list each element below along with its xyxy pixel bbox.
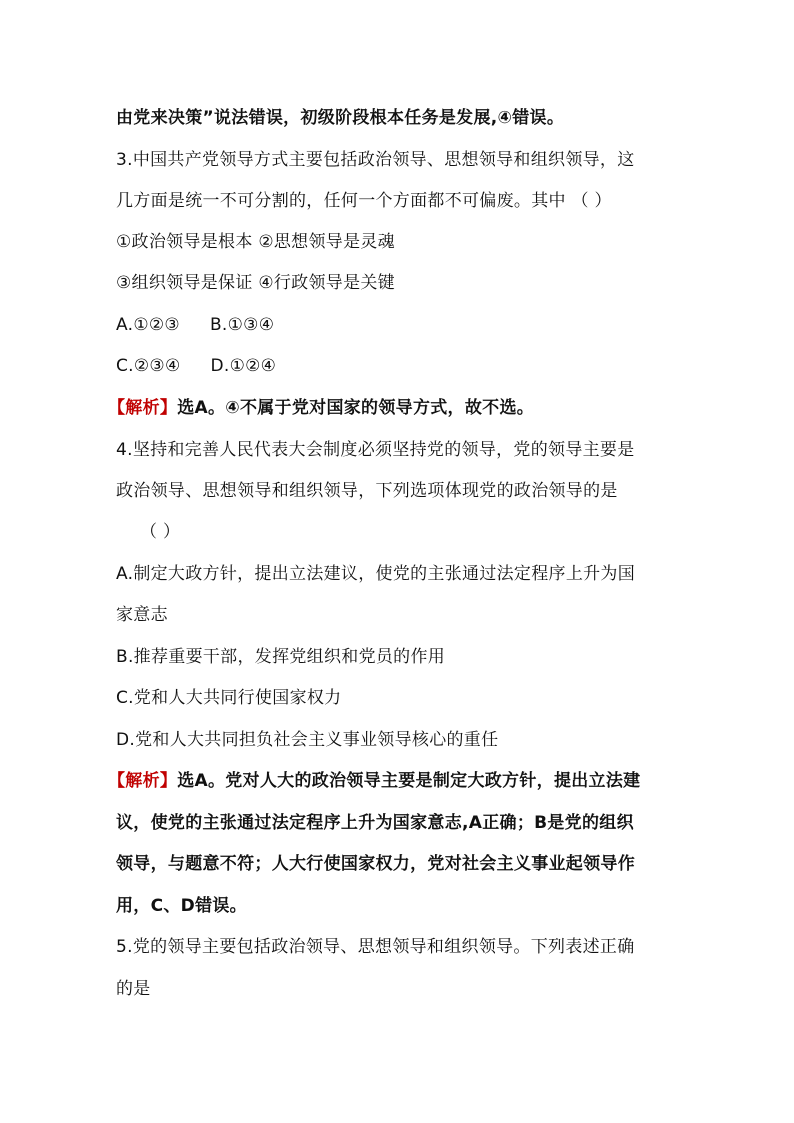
question-3-options-row-1	[116, 313, 274, 337]
question-5-stem-line-2: 的是	[116, 979, 151, 999]
question-4-analysis-line-1	[108, 769, 640, 793]
question-3-analysis	[108, 396, 534, 420]
question-5-stem-line-1: 5.党的领导主要包括政治领导、思想领导和组织领导。下列表述正确	[116, 937, 635, 957]
question-3-stem-line-1: 3.中国共产党领导方式主要包括政治领导、思想领导和组织领导，这	[116, 150, 635, 170]
question-3-statements-2: ③组织领导是保证 ④行政领导是关键	[116, 273, 395, 293]
question-4-answer-blank: （ ）	[140, 522, 181, 542]
option-c: C.②③④	[116, 356, 181, 376]
question-4-analysis-line-3: 领导，与题意不符；人大行使国家权力，党对社会主义事业起领导作	[116, 854, 635, 874]
analysis-text: 选A。党对人大的政治领导主要是制定大政方针，提出立法建	[177, 771, 641, 791]
question-4-stem-line-2: 政治领导、思想领导和组织领导，下列选项体现党的政治领导的是	[116, 481, 618, 501]
option-a: A.①②③	[116, 315, 180, 335]
question-4-option-a-line-2: 家意志	[116, 605, 168, 625]
question-4-option-d: D.党和人大共同担负社会主义事业领导核心的重任	[116, 730, 499, 750]
question-4-analysis-line-4: 用，C、D错误。	[116, 896, 247, 916]
analysis-text: 选A。④不属于党对国家的领导方式，故不选。	[177, 398, 535, 418]
prev-analysis-tail: 由党来决策”说法错误，初级阶段根本任务是发展,④错误。	[116, 108, 565, 128]
analysis-tag: 【解析】	[108, 398, 178, 418]
question-4-option-c: C.党和人大共同行使国家权力	[116, 688, 342, 708]
question-3-statements-1: ①政治领导是根本 ②思想领导是灵魂	[116, 232, 395, 252]
question-4-stem-line-1: 4.坚持和完善人民代表大会制度必须坚持党的领导，党的领导主要是	[116, 440, 635, 460]
question-4-option-b: B.推荐重要干部，发挥党组织和党员的作用	[116, 647, 446, 667]
question-3-options-row-2	[116, 354, 276, 378]
question-3-stem-line-2: 几方面是统一不可分割的，任何一个方面都不可偏废。其中 （ ）	[116, 191, 612, 211]
option-b: B.①③④	[209, 315, 275, 335]
analysis-tag: 【解析】	[108, 771, 178, 791]
question-4-analysis-line-2: 议，使党的主张通过法定程序上升为国家意志,A正确；B是党的组织	[116, 813, 634, 833]
question-4-option-a-line-1: A.制定大政方针，提出立法建议，使党的主张通过法定程序上升为国	[116, 564, 636, 584]
option-d: D.①②④	[210, 356, 277, 376]
